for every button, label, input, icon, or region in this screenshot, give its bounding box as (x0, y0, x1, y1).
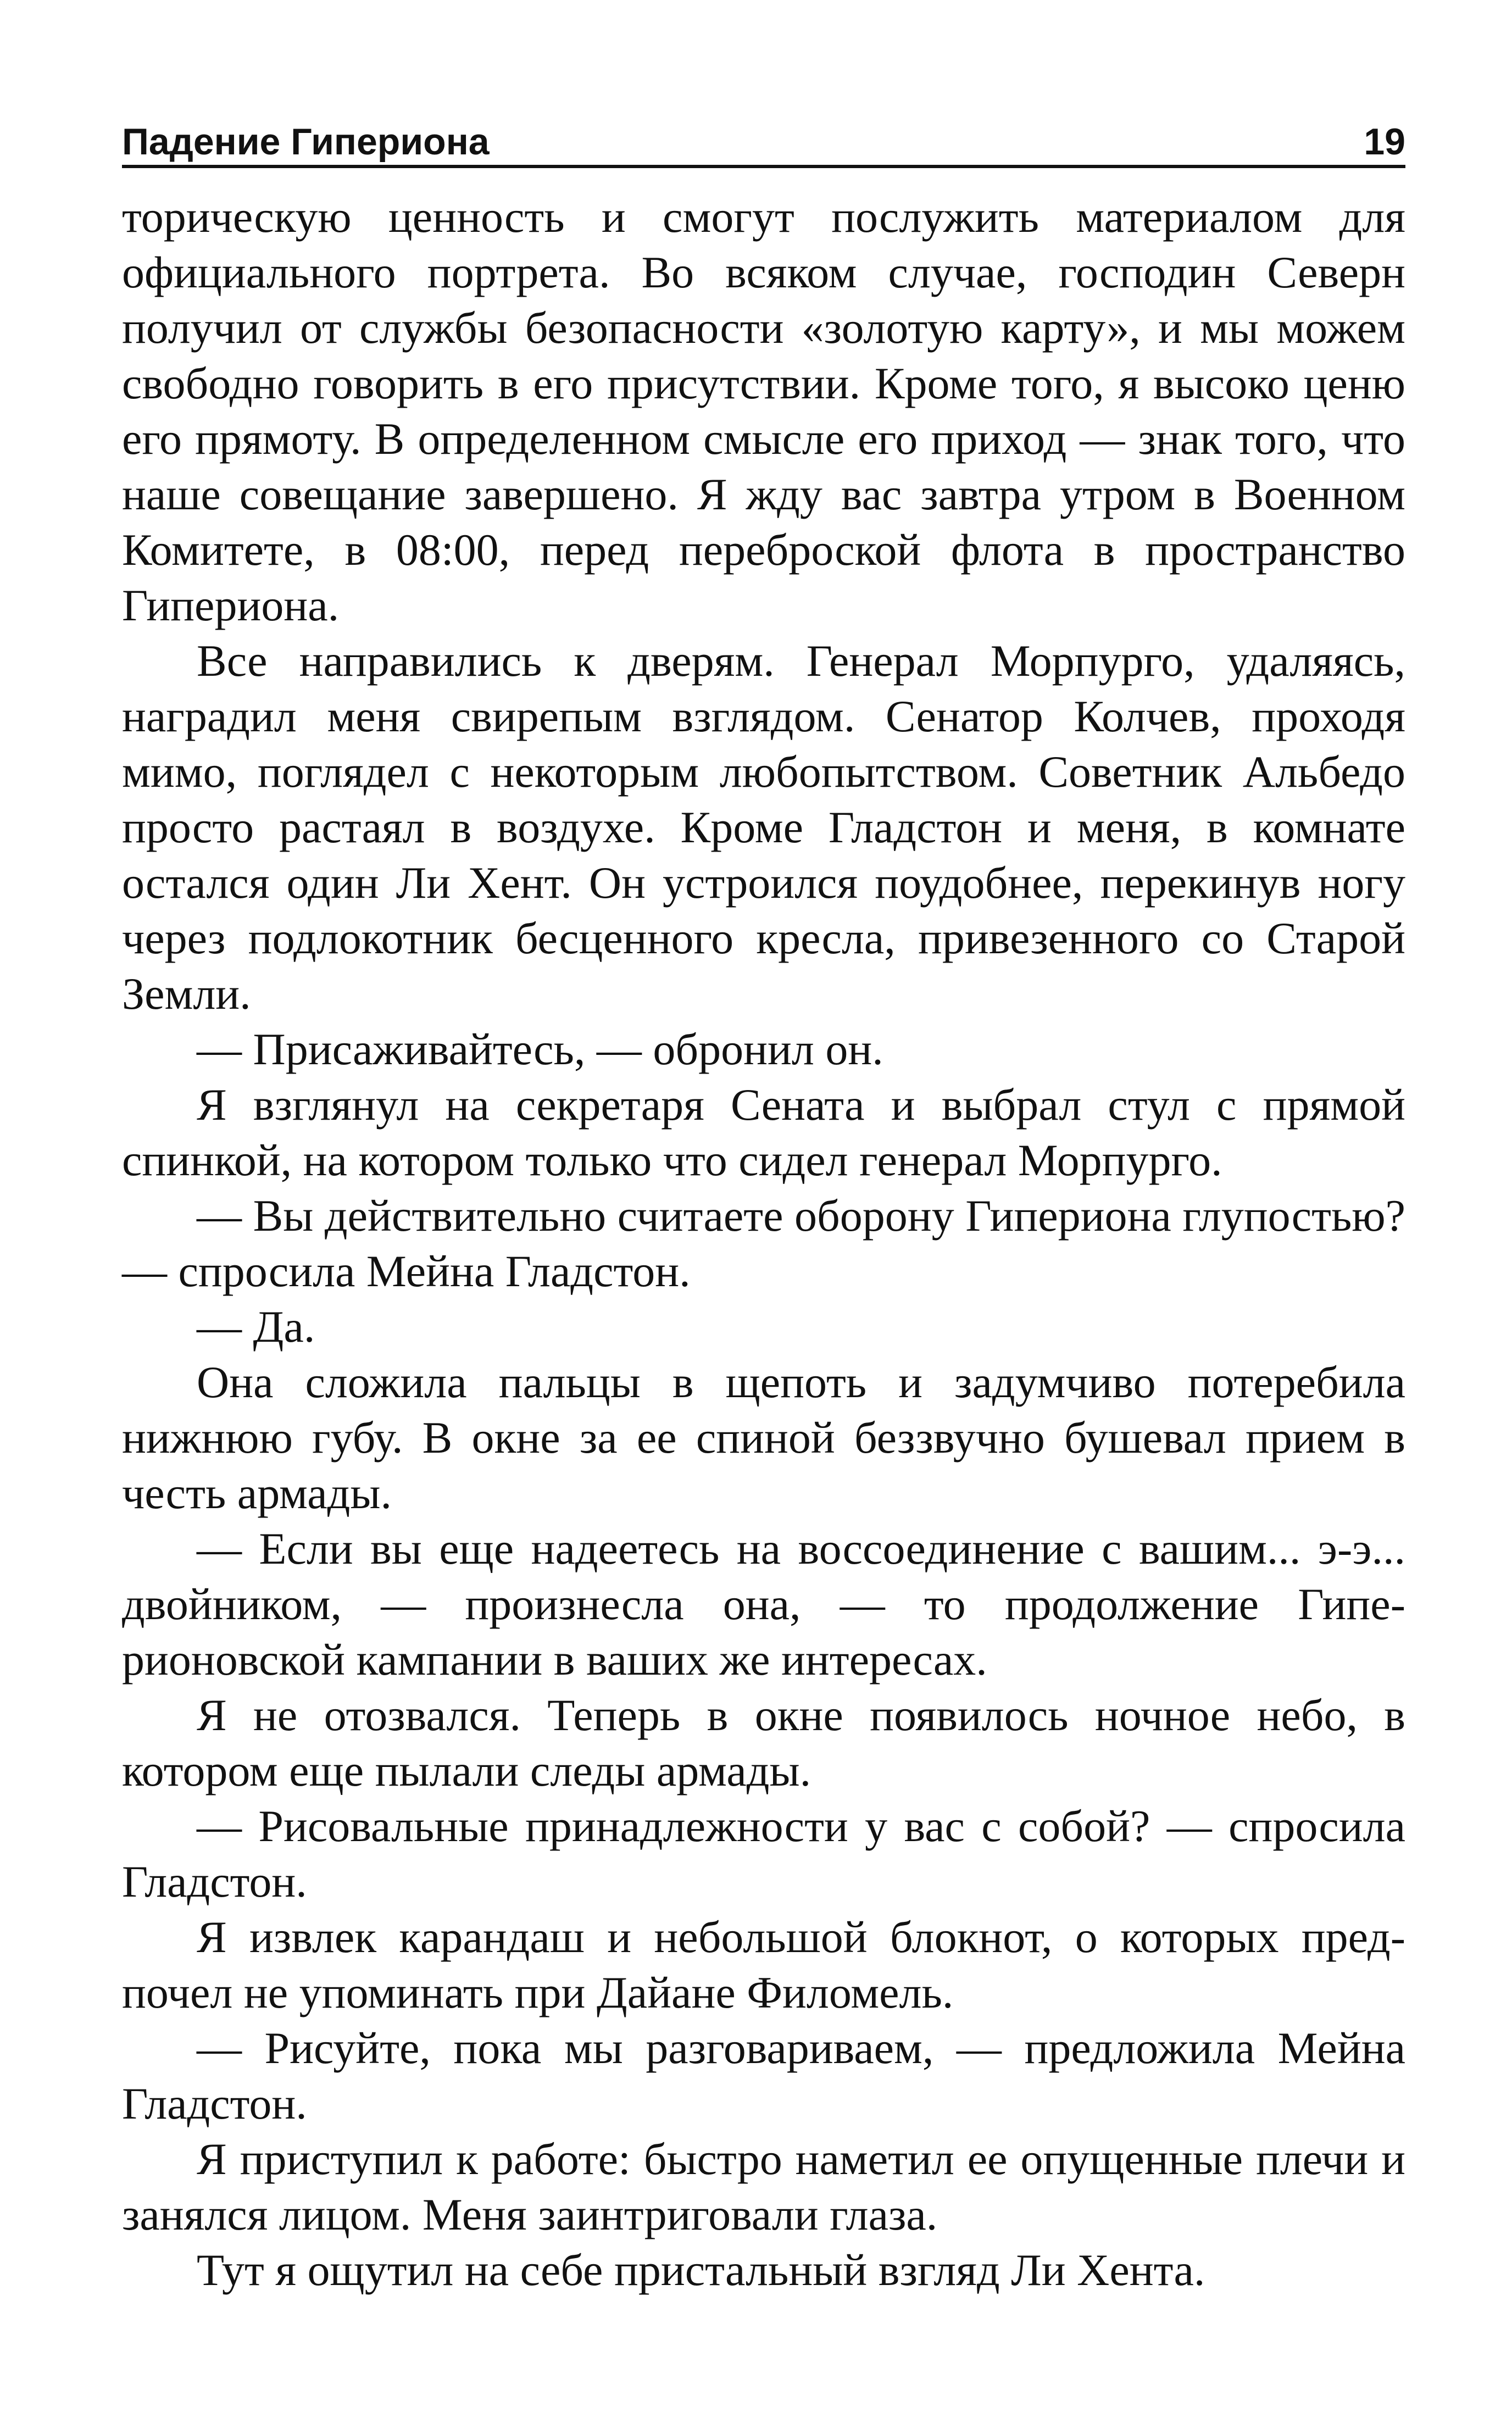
dialogue-line: — Вы действительно считаете оборону Гипериона глупостью? — спросила Мейна Гладстон. (122, 1191, 1405, 1296)
dialogue-line: — Присаживайтесь, — обронил он. (197, 1024, 883, 1074)
running-header (122, 104, 1405, 168)
dialogue-line: — Рисовальные принадлежности у вас с собой? — спросила Гладстон. (122, 1801, 1405, 1906)
paragraph: Тут я ощутил на себе пристальный взгляд Ли Хента. (197, 2245, 1205, 2295)
dialogue-line: — Если вы еще надеетесь на воссоединение с вашим... э-э... двойником, — произнесла она, — то продолжение Гиперионовской кампании в ваших же интересах. (122, 1524, 1405, 1685)
paragraph: Я не отозвался. Теперь в окне появилось ночное небо, в котором еще пылали следы армады. (122, 1690, 1405, 1796)
paragraph: Она сложила пальцы в щепоть и задумчиво потеребила нижнюю губу. В окне за ее спиной беззвучно бушевал прием в честь армады. (122, 1357, 1405, 1518)
dialogue-line: — Рисуйте, пока мы разговариваем, — предложила Мейна Гладстон. (122, 2023, 1405, 2128)
paragraph: Все направились к дверям. Генерал Морпурго, удаляясь, наградил меня свирепым взглядом. Сенатор Колчев, проходя мимо, поглядел с некоторым любопытством. Советник Альбедо просто растаял в воздухе. Кроме Гладстон и меня, в комнате остался один Ли Хент. Он устроился поудобнее, перекинув ногу через подлокотник бесценного кресла, привезенного со Старой Земли. (122, 636, 1405, 1019)
running-title: Падение Гипериона (122, 121, 490, 163)
paragraph: Я извлек карандаш и небольшой блокнот, о которых предпочел не упоминать при Дайане Филомель. (122, 1912, 1405, 2017)
paragraph: Я взглянул на секретаря Сената и выбрал стул с прямой спинкой, на котором только что сидел генерал Морпурго. (122, 1080, 1405, 1185)
page-number: 19 (1364, 121, 1405, 163)
paragraph: торическую ценность и смогут послужить материалом для официального портрета. Во всяком случае, господин Северн получил от службы безопасности «золотую карту», и мы можем свободно говорить в его присутствии. Кроме того, я высоко ценю его прямоту. В определенном смысле его приход — знак того, что наше совещание завершено. Я жду вас завтра утром в Военном Комитете, в 08:00, перед переброской флота в пространство Гипериона. (122, 192, 1405, 630)
book-page (122, 104, 1405, 2298)
paragraph: Я приступил к работе: быстро наметил ее опущенные плечи и занялся лицом. Меня заинтриговали глаза. (122, 2134, 1405, 2239)
dialogue-line: — Да. (197, 1302, 315, 1352)
body-text (122, 189, 1405, 2298)
